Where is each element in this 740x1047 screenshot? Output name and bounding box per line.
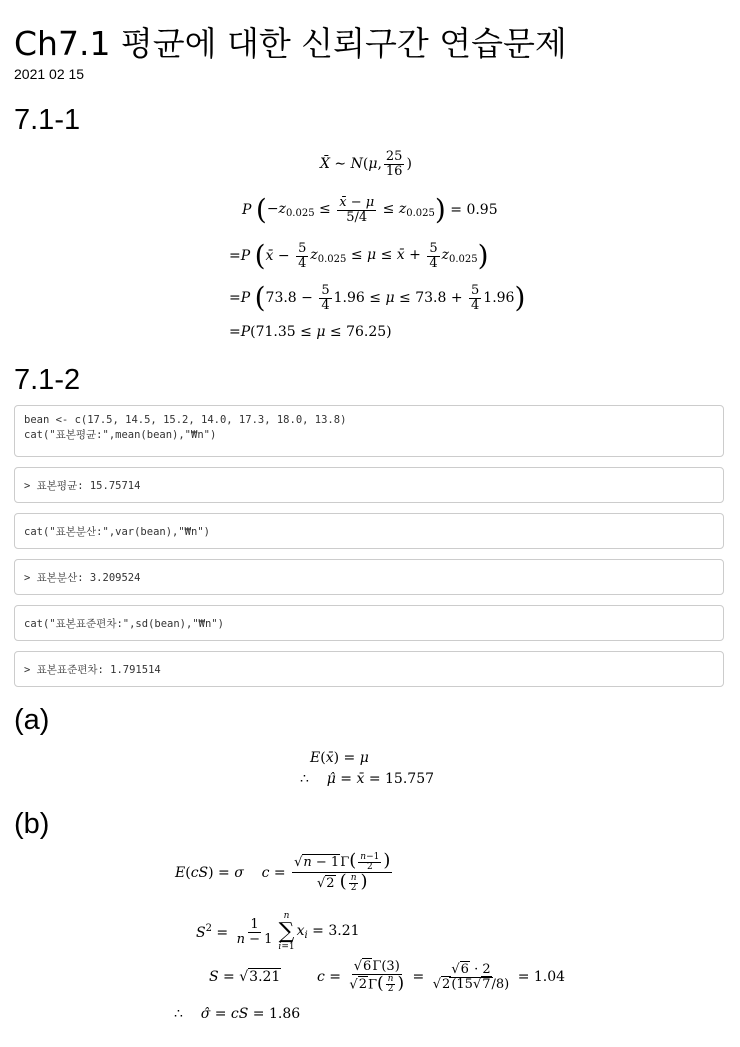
date: 2021 02 15 (14, 66, 85, 82)
output-block-1: > 표본평균: 15.75714 (14, 467, 724, 503)
section-b: (b) (14, 808, 50, 840)
page-title: Ch7.1 평균에 대한 신뢰구간 연습문제 (14, 24, 567, 63)
code-block-3: cat("표본표준편차:",sd(bean),"₩n") (14, 605, 724, 641)
output-block-2: > 표본분산: 3.209524 (14, 559, 724, 595)
equation-prob-4: =P(71.35 ≤ μ ≤ 76.25) (229, 324, 392, 340)
equation-b-3: S = √3.21 c = √6Γ(3) √2Γ( $\frac{n}{2}$ ) = $\frac{√6 \cdot 2}{√2(15√7/8)}$ = 1.04 (209, 959, 566, 995)
section-7-1-2: 7.1-2 (14, 364, 81, 396)
equation-prob-1: P ( $-z_{0.025}$ ≤ $\frac{x̄ - \mu}{5/4}$ ≤ $z_{0.025}$ ) = 0.95 (242, 193, 498, 227)
equation-b-4: ∴ σ̂ = cS = 1.86 (174, 1006, 301, 1022)
equation-prob-3: =P ( 73.8 − $\frac{5}{4}$ 1.96 ≤ μ ≤ 73.8 + $\frac{5}{4}$ 1.96 ) (229, 281, 526, 315)
equation-distribution: X̄ ∼ N(μ, $\frac{25}{16}$ ) (320, 149, 412, 179)
equation-prob-2: =P ( x̄ − $\frac{5}{4}$ $z_{0.025} \le \mu$ ≤ x̄ + $\frac{5}{4}$ $z_{0.025}$ ) (229, 239, 489, 273)
section-7-1-1: 7.1-1 (14, 104, 81, 136)
code-block-1: bean <- c(17.5, 14.5, 15.2, 14.0, 17.3, 18.0, 13.8) cat("표본평균:",mean(bean),"₩n") (14, 405, 724, 457)
output-block-3: > 표본표준편차: 1.791514 (14, 651, 724, 687)
code-block-2: cat("표본분산:",var(bean),"₩n") (14, 513, 724, 549)
equation-b-2: $S^2$ = $\frac{1}{n - 1}$ n ∑ i=1 $x_i = 3.21$ (196, 911, 360, 952)
section-a: (a) (14, 704, 50, 736)
equation-a-2: ∴ μ̂ = x̄ = 15.757 (300, 771, 435, 787)
equation-b-1: E(cS) = σ c = √n − 1Γ( $\frac{n-1}{2}$ ) √2 ( $\frac{n}{2}$ ) (175, 850, 391, 894)
equation-a-1: E(x̄) = μ (310, 750, 369, 766)
